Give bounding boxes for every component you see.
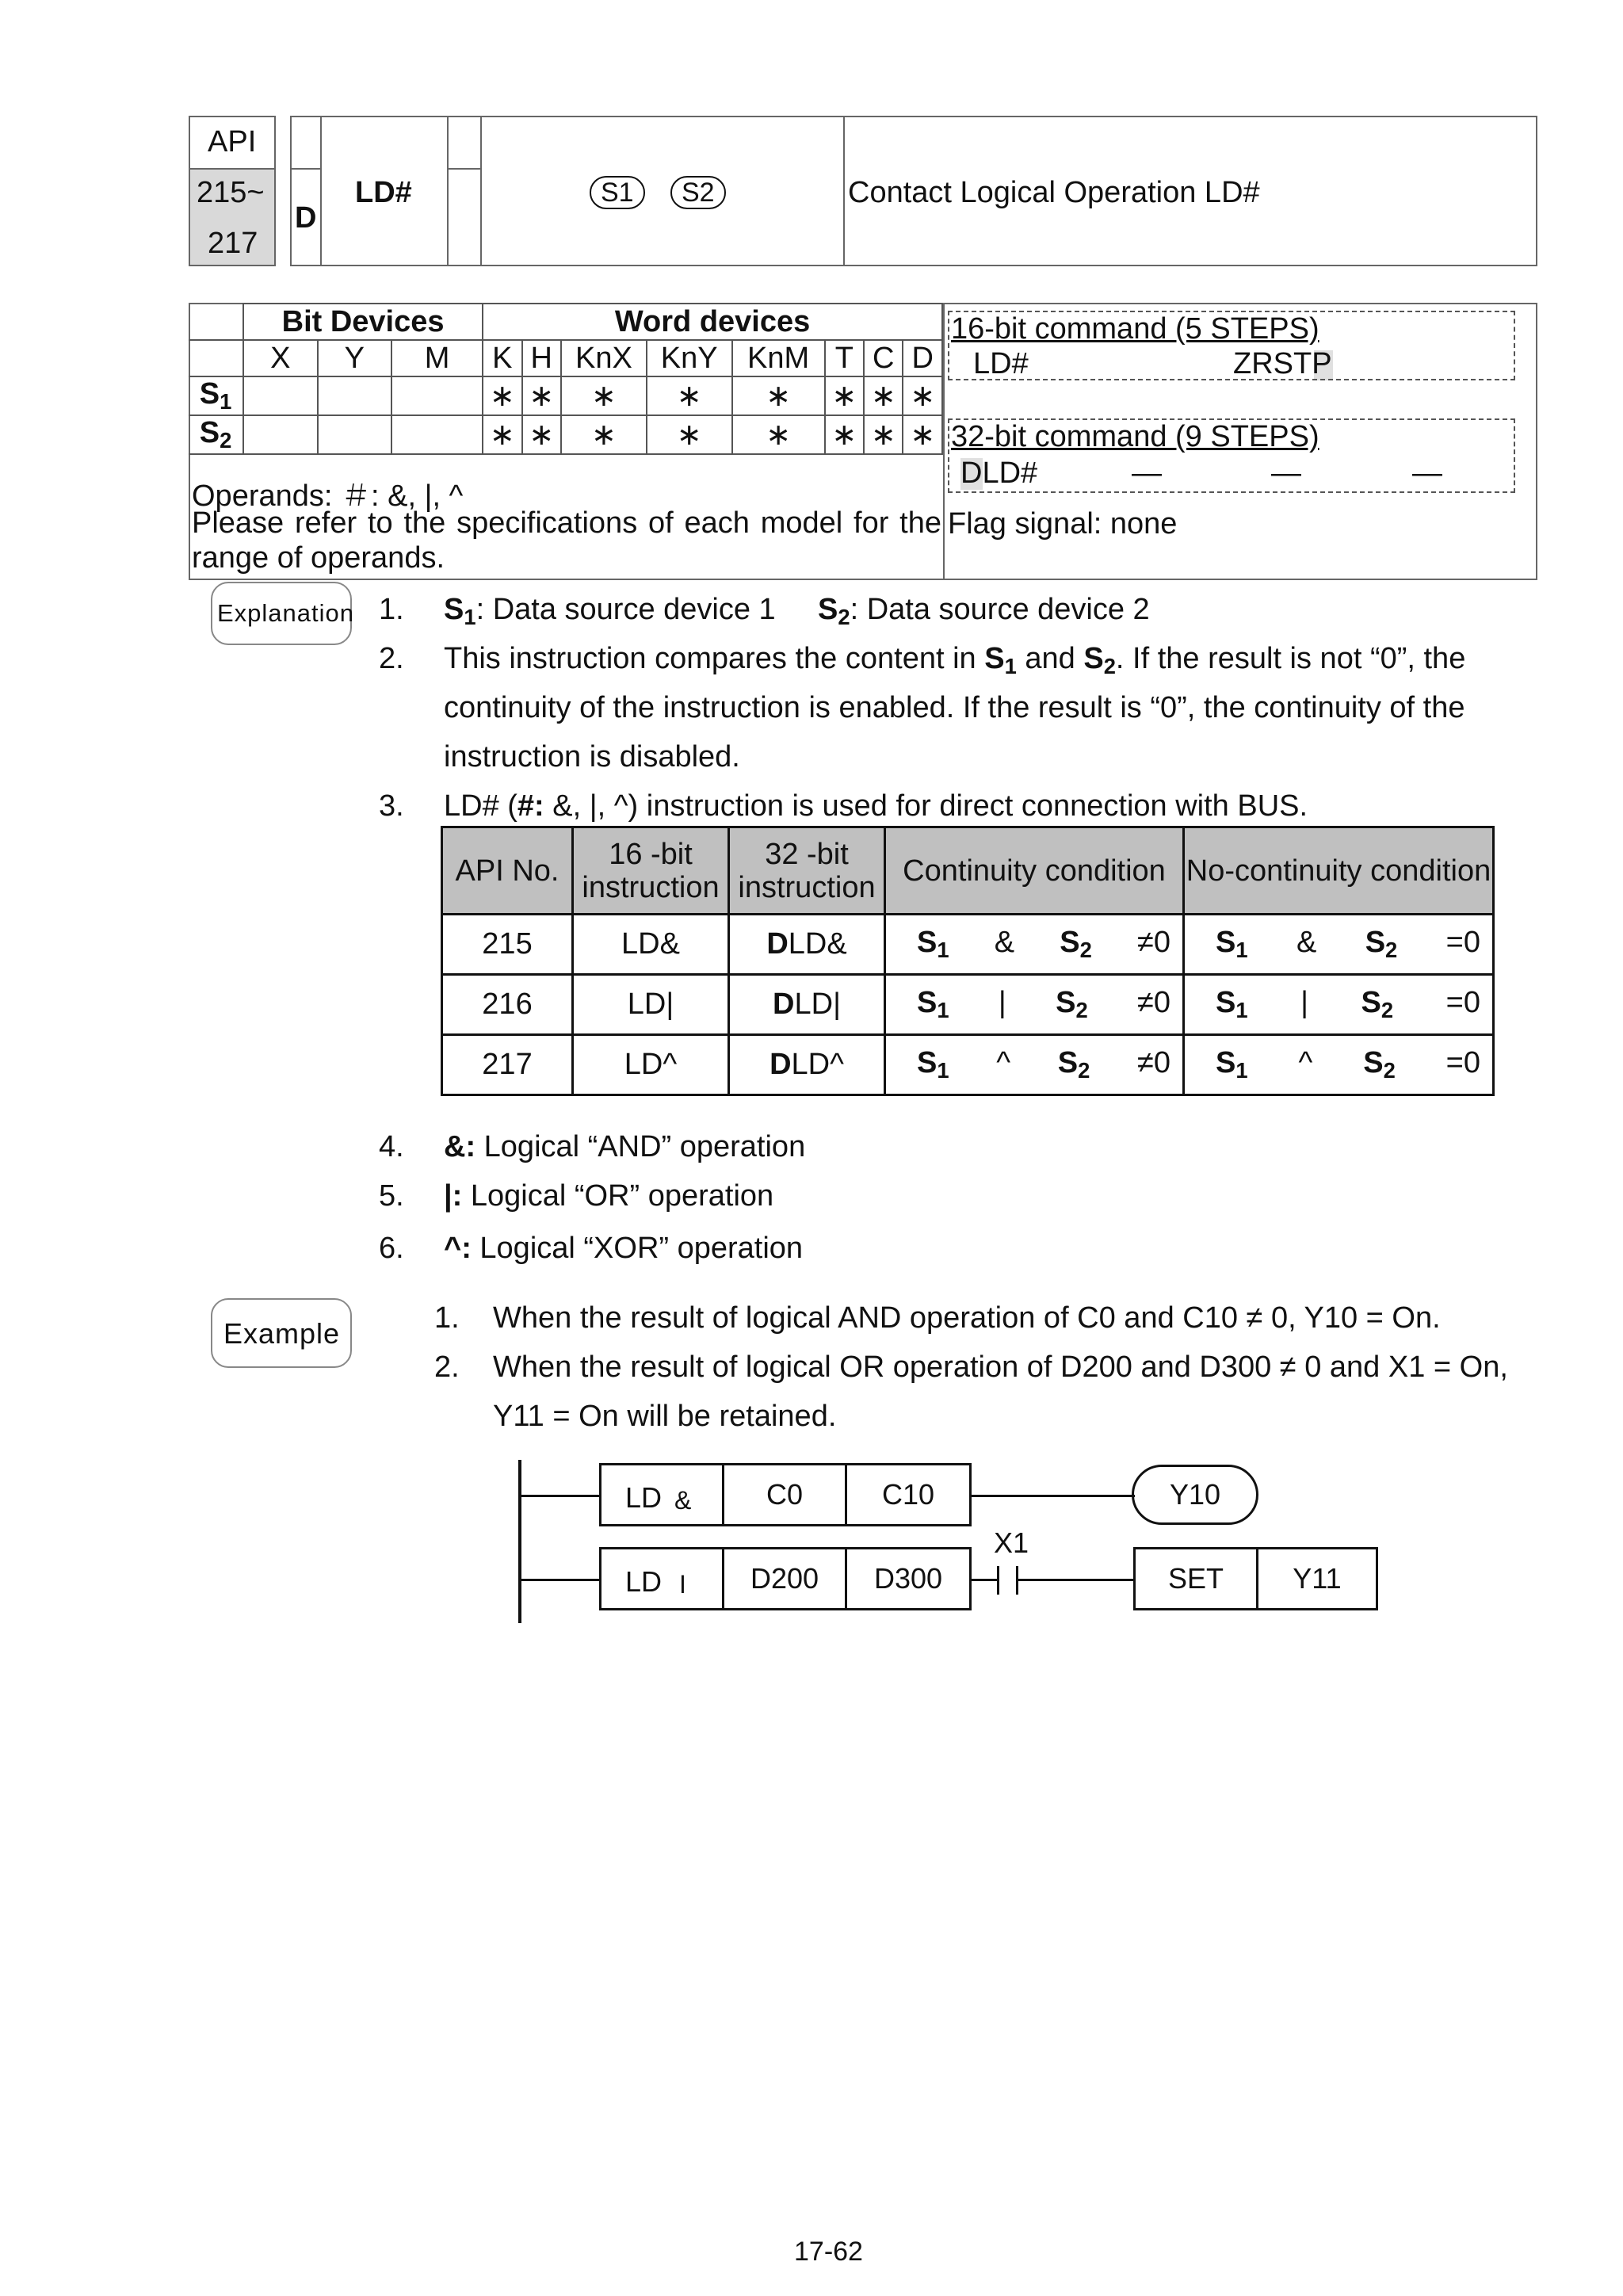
rung1-coil xyxy=(1132,1465,1258,1525)
device-mark: ∗ xyxy=(903,376,942,415)
contact-x1-label: X1 xyxy=(994,1526,1029,1559)
cmd32-mnemonic: DLD# xyxy=(960,457,1038,490)
exp-item6: ^: Logical “XOR” operation xyxy=(444,1232,804,1265)
ops-header-row xyxy=(442,827,1494,915)
rung2-cmd: SET xyxy=(1167,1562,1224,1595)
cmd32-dash-1: — xyxy=(1132,457,1162,490)
exp-item2-line3: instruction is disabled. xyxy=(444,740,740,774)
rung2-s1: D200 xyxy=(750,1562,819,1595)
device-col-k: K xyxy=(483,340,521,376)
rung1-instr-box xyxy=(599,1463,724,1526)
ops-continuity: $S_1$ | $S_2$ ≠0 xyxy=(885,975,1184,1035)
exp-item5: |: Logical “OR” operation xyxy=(444,1179,774,1213)
device-mark: ∗ xyxy=(732,415,825,454)
device-mark xyxy=(243,376,318,415)
exp-item1-b: $S_2$: Data source device 2 xyxy=(818,593,1150,629)
rung1-instr: LD xyxy=(625,1481,663,1514)
corner-cell-2 xyxy=(189,340,243,376)
exp-item4: &: Logical “AND” operation xyxy=(444,1130,806,1163)
cmd16-title: 16-bit command (5 STEPS) xyxy=(951,312,1319,346)
exp-item1: $S_1$: Data source device 1 xyxy=(444,593,776,629)
api-label: API xyxy=(208,125,257,159)
exp-item5-num: 5. xyxy=(379,1179,404,1213)
exp-item1-num: 1. xyxy=(379,593,404,626)
word-devices-header: Word devices xyxy=(483,304,942,340)
rung1-s2-box xyxy=(845,1463,972,1526)
ex-item2-line2: Y11 = On will be retained. xyxy=(493,1400,837,1433)
device-mark: ∗ xyxy=(825,376,864,415)
ops-header-continuity: Continuity condition xyxy=(885,827,1184,915)
flag-signal: Flag signal: none xyxy=(948,507,1178,541)
operand-s1: S1 xyxy=(590,176,645,209)
d-flag: D xyxy=(295,201,317,235)
header-divider-3 xyxy=(480,116,482,266)
rung2-out-box xyxy=(1256,1547,1378,1610)
ex-item2-num: 2. xyxy=(434,1350,460,1384)
device-mark xyxy=(391,376,483,415)
device-row-label: $S_1$ xyxy=(189,376,243,415)
corner-cell xyxy=(189,304,243,340)
device-col-d: D xyxy=(903,340,942,376)
contact-x1-left-bar xyxy=(997,1566,999,1595)
device-col-knx: KnX xyxy=(561,340,647,376)
device-col-h: H xyxy=(522,340,561,376)
refer-note: Please refer to the specifications of each model for the range of operands. xyxy=(192,506,941,575)
rung2-wire-a xyxy=(970,1579,997,1581)
page-number: 17-62 xyxy=(794,2237,863,2267)
ops-16bit: LD& xyxy=(573,915,729,975)
ops-row-216 xyxy=(442,975,1494,1035)
ex-item1-num: 1. xyxy=(434,1301,460,1335)
device-mark: ∗ xyxy=(483,415,521,454)
operand-s2: S2 xyxy=(670,176,726,209)
rung1-wire xyxy=(970,1495,1135,1497)
device-mark: ∗ xyxy=(647,415,732,454)
device-col-knm: KnM xyxy=(732,340,825,376)
ops-nocontinuity: $S_1$ | $S_2$ =0 xyxy=(1184,975,1494,1035)
example-badge-label: Example xyxy=(223,1317,341,1350)
device-mark: ∗ xyxy=(561,415,647,454)
device-col-y: Y xyxy=(318,340,392,376)
device-row-label: $S_2$ xyxy=(189,415,243,454)
ops-header-nocontinuity: No-continuity condition xyxy=(1184,827,1494,915)
cmd32-dash-2: — xyxy=(1271,457,1301,490)
rung1-s1-box xyxy=(722,1463,847,1526)
device-mark xyxy=(391,415,483,454)
rung2-wire-b xyxy=(1018,1579,1135,1581)
mnemonic: LD# xyxy=(355,176,412,209)
ops-32bit: DLD^ xyxy=(729,1035,885,1095)
device-row-s2 xyxy=(189,415,942,454)
ops-continuity: $S_1$ ^ $S_2$ ≠0 xyxy=(885,1035,1184,1095)
rung2-lead-wire xyxy=(520,1579,601,1581)
api-number-end: 217 xyxy=(208,227,258,260)
cmd16-pulse: ZRSTP xyxy=(1233,347,1332,380)
header-divider-4 xyxy=(843,116,845,266)
ex-item2-line1: When the result of logical OR operation of D200 and D300 ≠ 0 and X1 = On, xyxy=(493,1350,1508,1384)
operands-note: Operands: ＃: &, |, ^ xyxy=(192,479,464,513)
ops-header-api: API No. xyxy=(442,827,573,915)
header-divider-1 xyxy=(320,116,322,266)
ops-row-217 xyxy=(442,1035,1494,1095)
device-col-t: T xyxy=(825,340,864,376)
header-p-divider xyxy=(447,168,480,170)
device-row-s1 xyxy=(189,376,942,415)
explanation-badge-label: Explanation xyxy=(217,599,355,627)
rung1-lead-wire xyxy=(520,1495,601,1497)
device-col-x: X xyxy=(243,340,318,376)
exp-item2-line2: continuity of the instruction is enabled. If the result is “0”, the continuity of the xyxy=(444,691,1465,724)
cmd32-dash-3: — xyxy=(1412,457,1442,490)
device-mark: ∗ xyxy=(864,376,903,415)
rung1-s1: C0 xyxy=(766,1478,804,1511)
bit-devices-header: Bit Devices xyxy=(243,304,483,340)
rung2-op: I xyxy=(679,1570,686,1599)
rung1-coil-label: Y10 xyxy=(1169,1478,1221,1511)
devices-table xyxy=(189,303,943,455)
cmd16-mnemonic: LD# xyxy=(973,347,1029,380)
ops-continuity: $S_1$ & $S_2$ ≠0 xyxy=(885,915,1184,975)
ops-api-no: 216 xyxy=(442,975,573,1035)
device-mark: ∗ xyxy=(483,376,521,415)
ex-item1: When the result of logical AND operation of C0 and C10 ≠ 0, Y10 = On. xyxy=(493,1301,1441,1335)
device-mark: ∗ xyxy=(522,415,561,454)
api-divider xyxy=(189,168,276,170)
header-d-divider xyxy=(290,168,320,170)
device-mark xyxy=(318,376,392,415)
device-mark xyxy=(318,415,392,454)
ops-row-215 xyxy=(442,915,1494,975)
exp-item2-num: 2. xyxy=(379,642,404,675)
rung1-op: & xyxy=(674,1486,692,1515)
rung2-s2-box xyxy=(845,1547,972,1610)
device-mark: ∗ xyxy=(561,376,647,415)
rung2-instr-box xyxy=(599,1547,724,1610)
device-col-c: C xyxy=(864,340,903,376)
devices-right-divider xyxy=(943,303,945,580)
rung2-s1-box xyxy=(722,1547,847,1610)
ops-16bit: LD| xyxy=(573,975,729,1035)
example-badge xyxy=(211,1298,352,1368)
rung1-s2: C10 xyxy=(881,1478,935,1511)
exp-item2-line1: This instruction compares the content in $S_1$ and $S_2$. If the result is not “0”, the xyxy=(444,642,1466,678)
device-mark: ∗ xyxy=(522,376,561,415)
exp-item3-num: 3. xyxy=(379,789,404,823)
device-mark: ∗ xyxy=(732,376,825,415)
exp-item6-num: 6. xyxy=(379,1232,404,1265)
device-mark xyxy=(243,415,318,454)
ops-16bit: LD^ xyxy=(573,1035,729,1095)
ops-table-wrap xyxy=(441,826,1495,1096)
ops-nocontinuity: $S_1$ ^ $S_2$ =0 xyxy=(1184,1035,1494,1095)
ladder-power-rail xyxy=(518,1460,521,1623)
ops-nocontinuity: $S_1$ & $S_2$ =0 xyxy=(1184,915,1494,975)
device-col-m: M xyxy=(391,340,483,376)
ops-header-16bit: 16 -bit instruction xyxy=(573,827,729,915)
rung2-s2: D300 xyxy=(873,1562,943,1595)
device-col-kny: KnY xyxy=(647,340,732,376)
exp-item4-num: 4. xyxy=(379,1130,404,1163)
device-mark: ∗ xyxy=(864,415,903,454)
ops-32bit: DLD& xyxy=(729,915,885,975)
device-mark: ∗ xyxy=(647,376,732,415)
explanation-badge xyxy=(211,582,355,645)
ops-header-32bit: 32 -bit instruction xyxy=(729,827,885,915)
cmd32-title: 32-bit command (9 STEPS) xyxy=(951,420,1319,453)
ops-api-no: 217 xyxy=(442,1035,573,1095)
ops-table xyxy=(441,826,1495,1096)
operands-note-area xyxy=(189,471,943,580)
rung2-cmd-box xyxy=(1133,1547,1258,1610)
device-mark: ∗ xyxy=(825,415,864,454)
header-divider-2 xyxy=(447,116,449,266)
function-title: Contact Logical Operation LD# xyxy=(848,176,1260,209)
rung2-instr: LD xyxy=(625,1565,663,1598)
api-number: 215~ xyxy=(197,176,265,209)
exp-item3: LD# (#: &, |, ^) instruction is used for direct connection with BUS. xyxy=(444,789,1308,823)
rung2-out: Y11 xyxy=(1293,1562,1342,1595)
ops-32bit: DLD| xyxy=(729,975,885,1035)
ops-api-no: 215 xyxy=(442,915,573,975)
device-mark: ∗ xyxy=(903,415,942,454)
